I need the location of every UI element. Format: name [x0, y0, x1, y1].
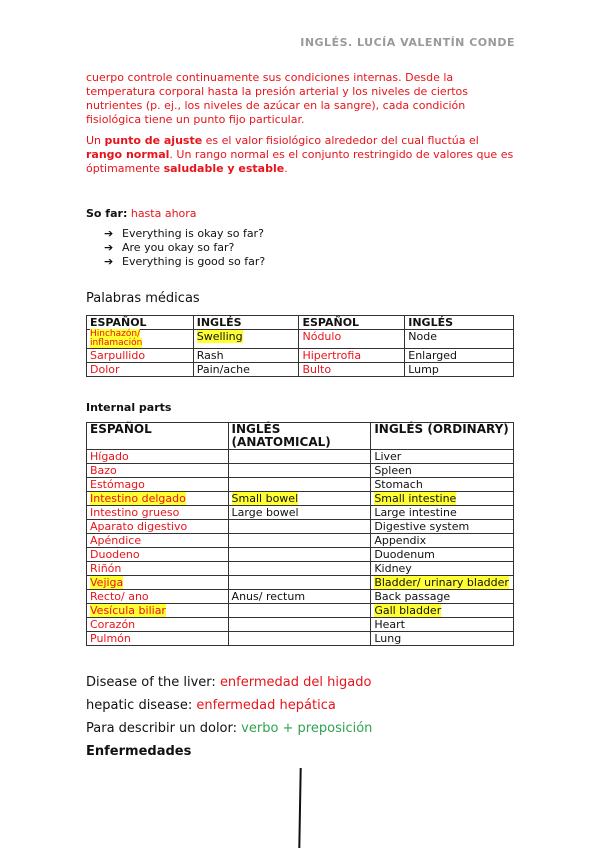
list-item: ➔ Everything is good so far?	[104, 255, 266, 268]
table-row: Corazón Heart	[87, 618, 514, 632]
enfermedades-heading: Enfermedades	[86, 744, 192, 759]
internal-parts-table	[86, 422, 514, 646]
page-header: INGLÉS. LUCÍA VALENTÍN CONDE	[300, 36, 515, 49]
table-row: Intestino grueso Large bowel Large intestine	[87, 506, 514, 520]
table-row: Hígado Liver	[87, 450, 514, 464]
list-item: ➔ Everything is okay so far?	[104, 227, 264, 240]
table-row: Recto/ ano Anus/ rectum Back passage	[87, 590, 514, 604]
table-row: Pulmón Lung	[87, 632, 514, 646]
table-row: Dolor Pain/ache Bulto Lump	[87, 363, 514, 377]
so-far-label: So far: hasta ahora	[86, 207, 197, 220]
medical-words-table	[86, 315, 514, 377]
table-row: Riñón Kidney	[87, 562, 514, 576]
table-header-row: ESPAÑOL INGLÉS (ANATOMICAL) INGLÉS (ORDINARY)	[87, 423, 514, 450]
intro-paragraph: cuerpo controle continuamente sus condiciones internas. Desde la temperatura corporal hasta la presión arterial y los niveles de ciertos nutrientes (p. ej., los niveles de azúcar en la sangre), cada condición fisiológica tiene un punto fijo particular.	[86, 71, 468, 126]
table-row: Intestino delgado Small bowel Small intestine	[87, 492, 514, 506]
hepatic-disease-note: hepatic disease: enfermedad hepática	[86, 698, 336, 713]
table-row: Estómago Stomach	[87, 478, 514, 492]
table-row: Sarpullido Rash Hipertrofia Enlarged	[87, 349, 514, 363]
arrow-right-icon: ➔	[104, 241, 114, 254]
table-row: Bazo Spleen	[87, 464, 514, 478]
table-row: Aparato digestivo Digestive system	[87, 520, 514, 534]
internal-parts-heading: Internal parts	[86, 401, 172, 414]
table-row: Hinchazón/ inflamación Swelling Nódulo Node	[87, 330, 514, 349]
table-row: Apéndice Appendix	[87, 534, 514, 548]
medical-words-heading: Palabras médicas	[86, 291, 200, 306]
pain-description-note: Para describir un dolor: verbo + preposición	[86, 721, 373, 736]
table-row: Vesícula biliar Gall bladder	[87, 604, 514, 618]
list-item: ➔ Are you okay so far?	[104, 241, 235, 254]
liver-disease-note: Disease of the liver: enfermedad del higado	[86, 675, 372, 690]
so-far-examples	[104, 227, 265, 269]
arrow-right-icon: ➔	[104, 255, 114, 268]
arrow-right-icon: ➔	[104, 227, 114, 240]
hand-drawn-line	[298, 768, 301, 848]
table-row: Duodeno Duodenum	[87, 548, 514, 562]
set-point-paragraph: Un punto de ajuste es el valor fisiológico alrededor del cual fluctúa el rango normal. Un rango normal es el conjunto restringido de valores que es óptimamente saludable y estable.	[86, 134, 514, 175]
table-row: Vejiga Bladder/ urinary bladder	[87, 576, 514, 590]
table-header-row: ESPAÑOL INGLÉS ESPAÑOL INGLÉS	[87, 316, 514, 330]
